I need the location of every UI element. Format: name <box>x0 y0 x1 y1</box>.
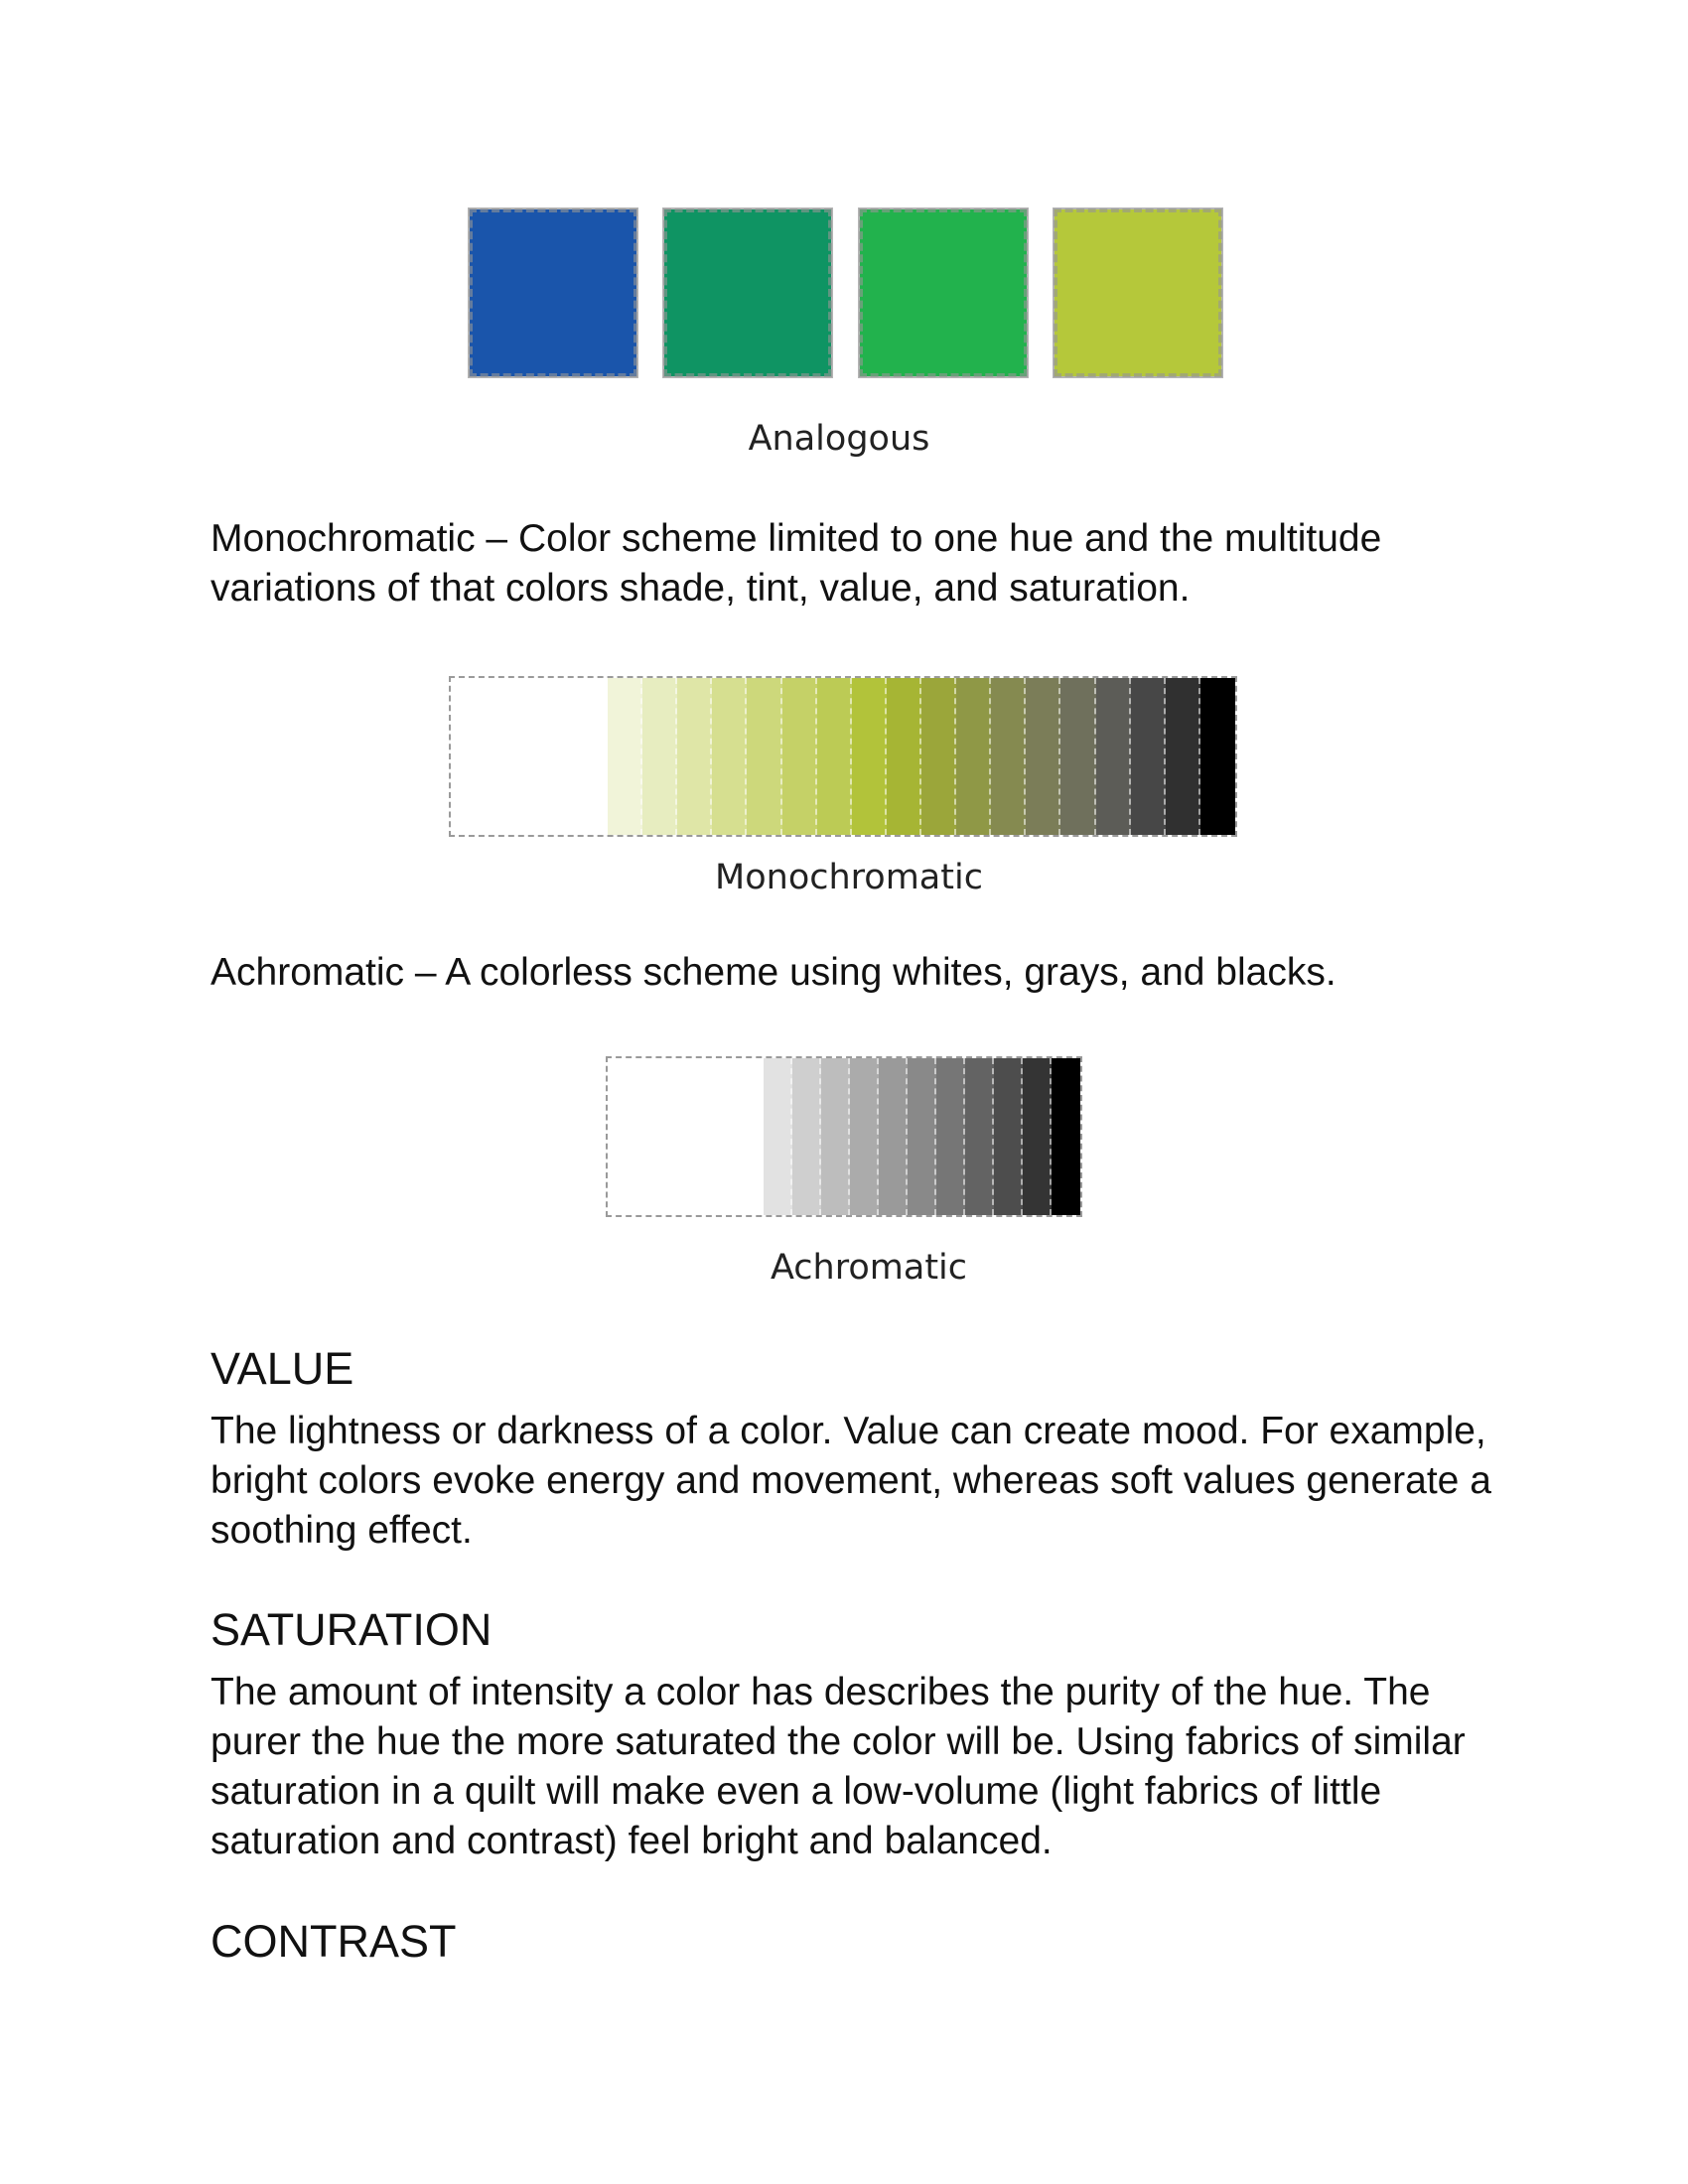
achromatic-swatch-8 <box>936 1058 965 1215</box>
saturation-heading: SATURATION <box>211 1604 492 1655</box>
monochromatic-description: Monochromatic – Color scheme limited to one hue and the multitude variations of that colors shade, tint, value, and saturation. <box>211 517 1382 610</box>
monochromatic-caption: Monochromatic <box>715 858 983 897</box>
achromatic-swatch-11 <box>1023 1058 1052 1215</box>
analogous-swatch-blue <box>470 209 636 376</box>
monochromatic-swatch-11 <box>921 678 956 835</box>
analogous-swatch-yellow-green <box>1055 209 1221 376</box>
analogous-swatch-green <box>860 209 1027 376</box>
achromatic-swatch-2 <box>764 1058 792 1215</box>
monochromatic-swatch-13 <box>991 678 1026 835</box>
achromatic-description: Achromatic – A colorless scheme using whites, grays, and blacks. <box>211 951 1336 994</box>
monochromatic-swatch-2 <box>608 678 642 835</box>
monochromatic-swatch-17 <box>1131 678 1166 835</box>
achromatic-swatch-7 <box>908 1058 936 1215</box>
value-heading: VALUE <box>211 1343 354 1394</box>
saturation-text: The amount of intensity a color has describes the purity of the hue. The purer the hue the more saturated the color will be. Using fabrics of similar saturation in a quilt will make even a low-volume (light fabrics of little saturation and contrast) feel bright and balanced. <box>211 1671 1466 1862</box>
achromatic-swatch-9 <box>965 1058 994 1215</box>
monochromatic-swatch-10 <box>887 678 921 835</box>
achromatic-swatch-5 <box>850 1058 879 1215</box>
achromatic-swatch-3 <box>792 1058 821 1215</box>
monochromatic-swatch-strip <box>449 676 1237 837</box>
achromatic-swatch-strip <box>606 1056 1082 1217</box>
monochromatic-swatch-8 <box>817 678 852 835</box>
achromatic-caption: Achromatic <box>770 1248 968 1288</box>
monochromatic-swatch-16 <box>1096 678 1131 835</box>
monochromatic-swatch-9 <box>852 678 887 835</box>
monochromatic-swatch-14 <box>1026 678 1060 835</box>
analogous-swatch-teal <box>664 209 831 376</box>
achromatic-swatch-10 <box>994 1058 1023 1215</box>
achromatic-swatch-4 <box>821 1058 850 1215</box>
monochromatic-swatch-12 <box>956 678 991 835</box>
monochromatic-swatch-6 <box>747 678 781 835</box>
monochromatic-swatch-3 <box>642 678 677 835</box>
monochromatic-swatch-15 <box>1060 678 1095 835</box>
value-text: The lightness or darkness of a color. Value can create mood. For example, bright colors evoke energy and movement, whereas soft values generate a soothing effect. <box>211 1410 1491 1552</box>
contrast-heading: CONTRAST <box>211 1916 457 1967</box>
monochromatic-swatch-4 <box>677 678 712 835</box>
analogous-caption: Analogous <box>748 419 930 459</box>
monochromatic-swatch-1 <box>451 678 608 835</box>
monochromatic-swatch-18 <box>1166 678 1200 835</box>
achromatic-swatch-6 <box>879 1058 908 1215</box>
monochromatic-swatch-19 <box>1200 678 1235 835</box>
monochromatic-swatch-5 <box>712 678 747 835</box>
achromatic-swatch-1 <box>608 1058 764 1215</box>
monochromatic-swatch-7 <box>782 678 817 835</box>
achromatic-swatch-12 <box>1052 1058 1080 1215</box>
